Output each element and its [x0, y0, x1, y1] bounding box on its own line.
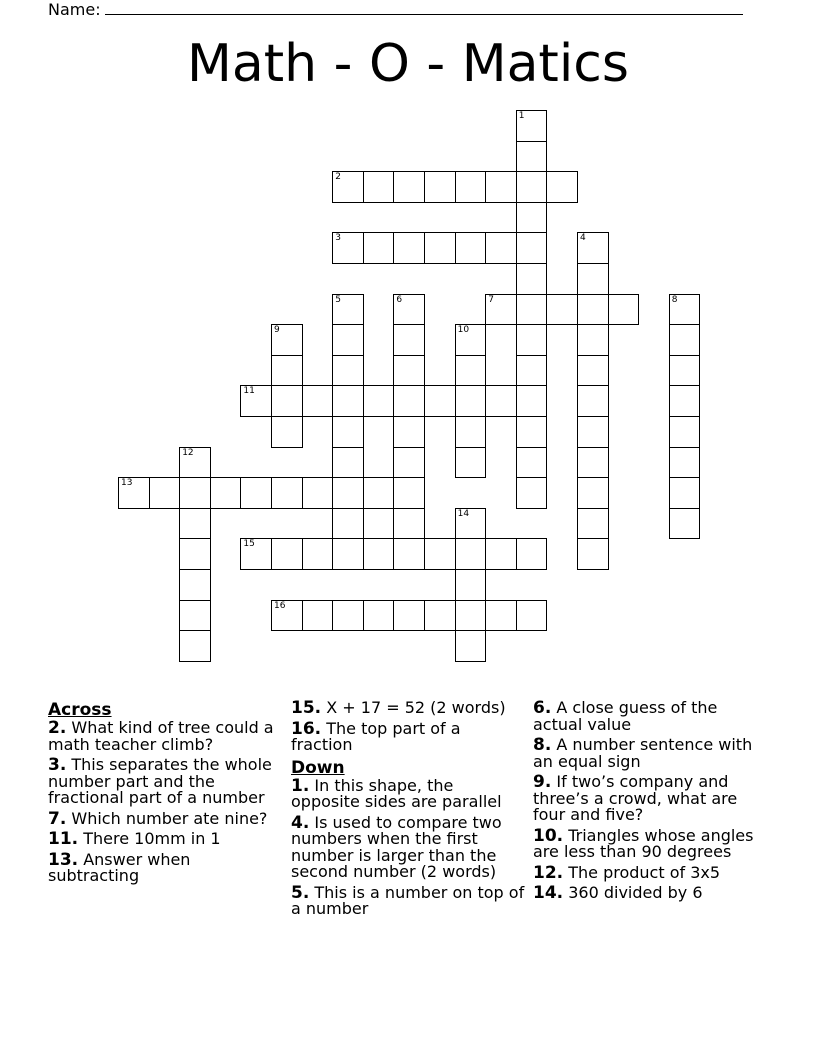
clue-number: 12. — [533, 862, 564, 883]
clue-text: Answer when subtracting — [48, 849, 191, 885]
grid-cell[interactable] — [240, 538, 272, 570]
clue-item — [48, 720, 283, 753]
grid-cell[interactable] — [393, 324, 425, 356]
grid-cell[interactable] — [332, 416, 364, 448]
grid-cell[interactable] — [516, 324, 548, 356]
grid-cell[interactable] — [577, 538, 609, 570]
grid-cell[interactable] — [455, 232, 487, 264]
down-heading: Down — [291, 757, 345, 778]
grid-cell[interactable] — [393, 385, 425, 417]
grid-cell[interactable] — [424, 171, 456, 203]
grid-cell[interactable] — [669, 385, 701, 417]
grid-cell[interactable] — [516, 447, 548, 479]
grid-cell[interactable] — [455, 447, 487, 479]
clue-number: 15. — [291, 698, 322, 718]
grid-cell[interactable] — [271, 538, 303, 570]
clue-number: 14. — [533, 883, 564, 903]
clue-number: 13. — [48, 849, 79, 870]
grid-cell[interactable] — [455, 538, 487, 570]
grid-cell[interactable] — [393, 600, 425, 632]
clue-text: X + 17 = 52 (2 words) — [326, 698, 506, 717]
clue-text: Is used to compare two numbers when the first number is larger than the second number (2 words) — [291, 812, 502, 881]
grid-cell[interactable] — [516, 294, 548, 326]
clue-number: 10. — [533, 825, 564, 846]
grid-cell[interactable] — [302, 600, 334, 632]
grid-cell[interactable] — [271, 324, 303, 356]
grid-cell[interactable] — [516, 171, 548, 203]
grid-cell[interactable] — [179, 508, 211, 540]
clue-item — [533, 737, 768, 770]
clue-text: A close guess of the actual value — [533, 698, 718, 734]
clue-item — [533, 825, 768, 861]
cell-number: 13 — [121, 478, 133, 489]
grid-cell[interactable] — [271, 355, 303, 387]
clue-text: In this shape, the opposite sides are parallel — [291, 775, 502, 811]
grid-cell[interactable] — [577, 477, 609, 509]
clue-text: Which number ate nine? — [71, 808, 268, 828]
grid-cell[interactable] — [455, 508, 487, 540]
grid-cell[interactable] — [332, 477, 364, 509]
grid-cell[interactable] — [455, 171, 487, 203]
grid-cell[interactable] — [363, 600, 395, 632]
grid-cell[interactable] — [455, 630, 487, 662]
cell-number: 9 — [274, 325, 280, 336]
grid-cell[interactable] — [577, 416, 609, 448]
grid-cell[interactable] — [210, 477, 242, 509]
name-field[interactable] — [48, 0, 743, 19]
grid-cell[interactable] — [485, 385, 517, 417]
clue-item — [48, 808, 283, 829]
grid-cell[interactable] — [363, 232, 395, 264]
grid-cell[interactable] — [393, 538, 425, 570]
grid-cell[interactable] — [424, 232, 456, 264]
clues-column-1 — [48, 700, 283, 889]
grid-cell[interactable] — [363, 538, 395, 570]
grid-cell[interactable] — [271, 477, 303, 509]
grid-cell[interactable] — [577, 263, 609, 295]
clue-item — [291, 812, 526, 881]
clue-item — [291, 718, 526, 754]
grid-cell[interactable] — [669, 477, 701, 509]
clue-item — [48, 831, 283, 848]
cell-number: 11 — [243, 386, 255, 397]
grid-cell[interactable] — [455, 324, 487, 356]
clue-number: 3. — [48, 755, 67, 775]
cell-number: 1 — [518, 111, 525, 121]
cell-number: 6 — [396, 294, 403, 305]
clue-item — [533, 885, 768, 902]
cell-number: 10 — [457, 325, 470, 336]
grid-cell[interactable] — [516, 600, 548, 632]
cell-number: 5 — [335, 294, 341, 305]
grid-cell[interactable] — [424, 538, 456, 570]
grid-cell[interactable] — [393, 232, 425, 264]
grid-cell[interactable] — [669, 508, 701, 540]
grid-cell[interactable] — [455, 600, 487, 632]
clue-text: If two’s company and three’s a crowd, what are four and five? — [533, 772, 738, 824]
clue-item — [48, 757, 283, 807]
clue-number: 5. — [291, 882, 310, 903]
grid-cell[interactable] — [332, 385, 364, 417]
grid-cell[interactable] — [332, 171, 364, 203]
cell-number: 4 — [580, 233, 586, 244]
grid-cell[interactable] — [332, 355, 364, 387]
grid-cell[interactable] — [516, 385, 548, 417]
clue-number: 16. — [291, 718, 322, 739]
clues-column-3 — [533, 700, 768, 906]
clue-number: 11. — [48, 829, 79, 849]
clue-number: 1. — [291, 775, 310, 796]
grid-cell[interactable] — [516, 110, 548, 142]
grid-cell[interactable] — [577, 232, 609, 264]
clue-number: 7. — [48, 808, 67, 829]
grid-cell[interactable] — [577, 508, 609, 540]
clue-number: 2. — [48, 718, 67, 738]
grid-cell[interactable] — [669, 447, 701, 479]
grid-cell[interactable] — [669, 294, 701, 326]
clues-column-2 — [291, 700, 526, 922]
grid-cell[interactable] — [455, 416, 487, 448]
grid-cell[interactable] — [608, 294, 640, 326]
grid-cell[interactable] — [516, 232, 548, 264]
grid-cell[interactable] — [271, 416, 303, 448]
grid-cell[interactable] — [363, 171, 395, 203]
grid-cell[interactable] — [455, 569, 487, 601]
clue-text: Triangles whose angles are less than 90 degrees — [533, 825, 754, 861]
grid-cell[interactable] — [485, 232, 517, 264]
cell-number: 12 — [182, 447, 194, 458]
grid-cell[interactable] — [332, 600, 364, 632]
grid-cell[interactable] — [179, 538, 211, 570]
grid-cell[interactable] — [393, 171, 425, 203]
grid-cell[interactable] — [577, 355, 609, 387]
grid-cell[interactable] — [516, 416, 548, 448]
clue-item — [291, 775, 526, 811]
clue-text: There 10mm in 1 — [83, 829, 221, 848]
grid-cell[interactable] — [516, 263, 548, 295]
cell-number: 15 — [243, 539, 255, 550]
grid-cell[interactable] — [393, 355, 425, 387]
grid-cell[interactable] — [516, 202, 548, 234]
grid-cell[interactable] — [516, 477, 548, 509]
grid-cell[interactable] — [332, 538, 364, 570]
grid-cell[interactable] — [516, 538, 548, 570]
grid-cell[interactable] — [577, 324, 609, 356]
grid-cell[interactable] — [363, 477, 395, 509]
clue-item — [291, 882, 526, 918]
grid-cell[interactable] — [240, 477, 272, 509]
grid-cell[interactable] — [332, 232, 364, 264]
grid-cell[interactable] — [179, 477, 211, 509]
grid-cell[interactable] — [332, 294, 364, 326]
cell-number: 8 — [671, 294, 678, 305]
grid-cell[interactable] — [179, 600, 211, 632]
grid-cell[interactable] — [577, 447, 609, 479]
clue-item — [533, 700, 768, 733]
grid-cell[interactable] — [485, 538, 517, 570]
clue-item — [533, 774, 768, 824]
grid-cell[interactable] — [271, 385, 303, 417]
clue-text: A number sentence with an equal sign — [533, 735, 753, 771]
grid-cell[interactable] — [149, 477, 181, 509]
clue-number: 6. — [533, 698, 552, 718]
clue-text: What kind of tree could a math teacher climb? — [48, 718, 274, 754]
clue-text: This is a number on top of a number — [291, 882, 525, 918]
grid-cell[interactable] — [332, 508, 364, 540]
grid-cell[interactable] — [669, 416, 701, 448]
grid-cell[interactable] — [577, 385, 609, 417]
grid-cell[interactable] — [455, 355, 487, 387]
grid-cell[interactable] — [455, 385, 487, 417]
grid-cell[interactable] — [179, 569, 211, 601]
grid-cell[interactable] — [271, 600, 303, 632]
name-label: Name: — [48, 0, 101, 19]
grid-cell[interactable] — [516, 141, 548, 173]
grid-cell[interactable] — [363, 385, 395, 417]
clue-item — [533, 862, 768, 883]
grid-cell[interactable] — [546, 171, 578, 203]
cell-number: 3 — [335, 233, 341, 244]
grid-cell[interactable] — [118, 477, 150, 509]
grid-cell[interactable] — [240, 385, 272, 417]
clue-text: The top part of a fraction — [291, 718, 461, 754]
grid-cell[interactable] — [485, 171, 517, 203]
name-blank-line[interactable] — [105, 0, 743, 15]
grid-cell[interactable] — [485, 600, 517, 632]
clue-number: 9. — [533, 772, 552, 792]
grid-cell[interactable] — [516, 355, 548, 387]
clue-number: 8. — [533, 735, 552, 755]
cell-number: 7 — [488, 294, 494, 305]
grid-cell[interactable] — [577, 294, 609, 326]
grid-cell[interactable] — [424, 385, 456, 417]
grid-cell[interactable] — [302, 538, 334, 570]
grid-cell[interactable] — [393, 508, 425, 540]
grid-cell[interactable] — [393, 416, 425, 448]
clue-number: 4. — [291, 812, 310, 833]
clue-item — [291, 700, 526, 717]
grid-cell[interactable] — [393, 294, 425, 326]
grid-cell[interactable] — [179, 447, 211, 479]
grid-cell[interactable] — [332, 324, 364, 356]
grid-cell[interactable] — [485, 294, 517, 326]
grid-cell[interactable] — [424, 600, 456, 632]
grid-cell[interactable] — [393, 477, 425, 509]
grid-cell[interactable] — [302, 477, 334, 509]
grid-cell[interactable] — [179, 630, 211, 662]
grid-cell[interactable] — [332, 447, 364, 479]
grid-cell[interactable] — [546, 294, 578, 326]
clue-item — [48, 849, 283, 885]
grid-cell[interactable] — [669, 324, 701, 356]
grid-cell[interactable] — [393, 447, 425, 479]
clue-text: This separates the whole number part and the fractional part of a number — [48, 755, 272, 807]
cell-number: 16 — [274, 600, 286, 611]
across-heading: Across — [48, 700, 112, 720]
clue-text: The product of 3x5 — [568, 862, 721, 882]
grid-cell[interactable] — [669, 355, 701, 387]
cell-number: 14 — [457, 508, 470, 519]
clue-text: 360 divided by 6 — [568, 883, 703, 902]
cell-number: 2 — [335, 172, 341, 183]
puzzle-title: Math - O - Matics — [187, 34, 629, 94]
grid-cell[interactable] — [302, 385, 334, 417]
